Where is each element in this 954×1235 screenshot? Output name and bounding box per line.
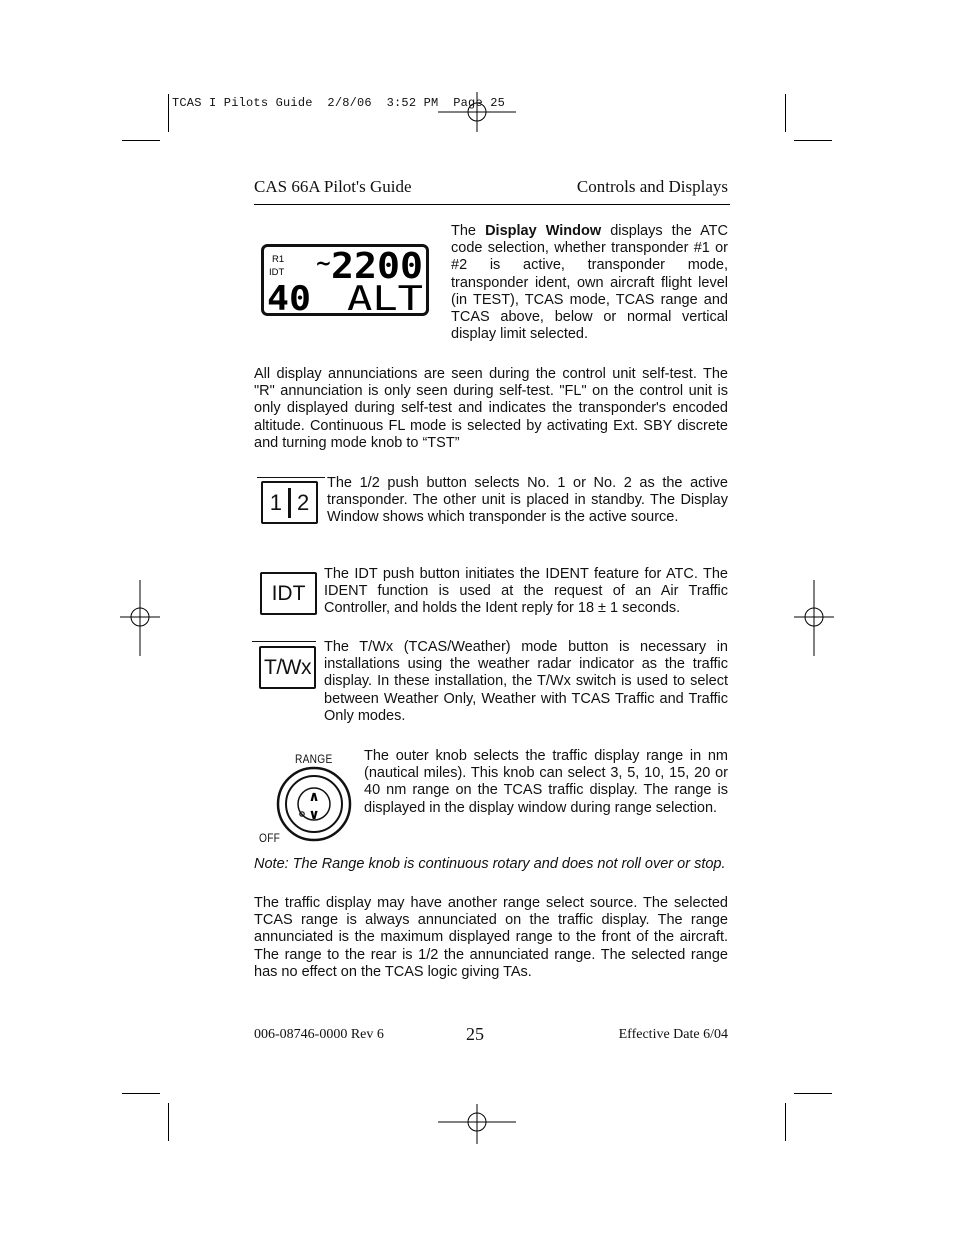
page-number: 25 — [466, 1024, 484, 1044]
twx-paragraph: The T/Wx (TCAS/Weather) mode button is necessary in installations using the weather radar indicator as the traffic display. In these installation, the T/Wx switch is used to select between Weather Only, Weather with TCAS Traffic and Traffic Only modes. — [324, 639, 728, 724]
display-idt: IDT — [269, 267, 285, 278]
display-bottom-left: 40 — [267, 279, 311, 316]
registration-mark-right — [794, 580, 834, 656]
header-rule — [254, 204, 730, 205]
print-slug: TCAS I Pilots Guide 2/8/06 3:52 PM Page 25 — [172, 96, 506, 110]
knob-range-label: RANGE — [295, 752, 333, 766]
button-1-2[interactable] — [261, 481, 318, 524]
annunciations-paragraph: All display annunciations are seen during the control unit self-test. The "R" annunciation is only seen during self-test. "FL" on the control unit is only displayed during self-test and indicates the transponder's encoded altitude. Continuous FL mode is selected by activating Ext. SBY discrete and turning mode knob to “TST” — [254, 366, 728, 451]
header-section: Controls and Displays — [576, 177, 728, 196]
idt-button[interactable]: IDT — [260, 572, 317, 615]
chevron-down-icon: ∨ — [308, 807, 320, 823]
twx-rule — [252, 641, 316, 642]
display-code: 2200 — [331, 246, 423, 287]
display-window-paragraph: The Display Window displays the ATC code selection, whether transponder #1 or #2 is active, transponder mode, transponder ident, own aircraft flight level (in TEST), TCAS mode, TCAS range and TCAS above, below or normal vertical display limit selected. — [451, 223, 729, 343]
traffic-paragraph: The traffic display may have another range select source. The selected TCAS range is always annunciated on the traffic display. The range annunciated is the maximum displayed range to the front of the aircraft. The range to the rear is 1/2 the annunciated range. The selected range has no effect on the TCAS logic giving TAs. — [254, 895, 728, 980]
knob-off-label: OFF — [259, 831, 281, 845]
footer-effective-date: Effective Date 6/04 — [618, 1027, 728, 1042]
registration-mark-left — [120, 580, 160, 656]
display-tilde: ~ — [315, 251, 332, 275]
chevron-up-icon: ∧ — [308, 789, 320, 805]
idt-paragraph: The IDT push button initiates the IDENT feature for ATC. The IDENT function is used at the request of an Air Traffic Controller, and holds the Ident reply for 18 ± 1 seconds. — [324, 566, 728, 617]
twx-button[interactable]: T/Wx — [259, 646, 316, 689]
button-12-paragraph: The 1/2 push button selects No. 1 or No. 2 as the active transponder. The other unit is placed in standby. The Display Window shows which transponder is the active source. — [327, 475, 728, 526]
button-12-rule — [257, 477, 325, 478]
display-r1: R1 — [272, 254, 285, 265]
knob-paragraph: The outer knob selects the traffic display range in nm (nautical miles). This knob can select 3, 5, 10, 15, 20 or 40 nm range on the TCAS traffic display. The range is displayed in the display window during range selection. — [364, 748, 728, 816]
range-note: Note: The Range knob is continuous rotary and does not roll over or stop. — [254, 856, 726, 872]
header-title: CAS 66A Pilot's Guide — [254, 177, 412, 196]
button-1-label: 1 — [269, 489, 282, 515]
display-bottom-right: ALT — [347, 279, 423, 316]
registration-mark-bottom — [438, 1104, 516, 1144]
display-window-illustration — [261, 244, 429, 316]
footer-doc-number: 006-08746-0000 Rev 6 — [254, 1027, 384, 1042]
button-2-label: 2 — [297, 489, 310, 515]
button-divider — [288, 488, 291, 518]
range-knob[interactable] — [276, 766, 354, 844]
